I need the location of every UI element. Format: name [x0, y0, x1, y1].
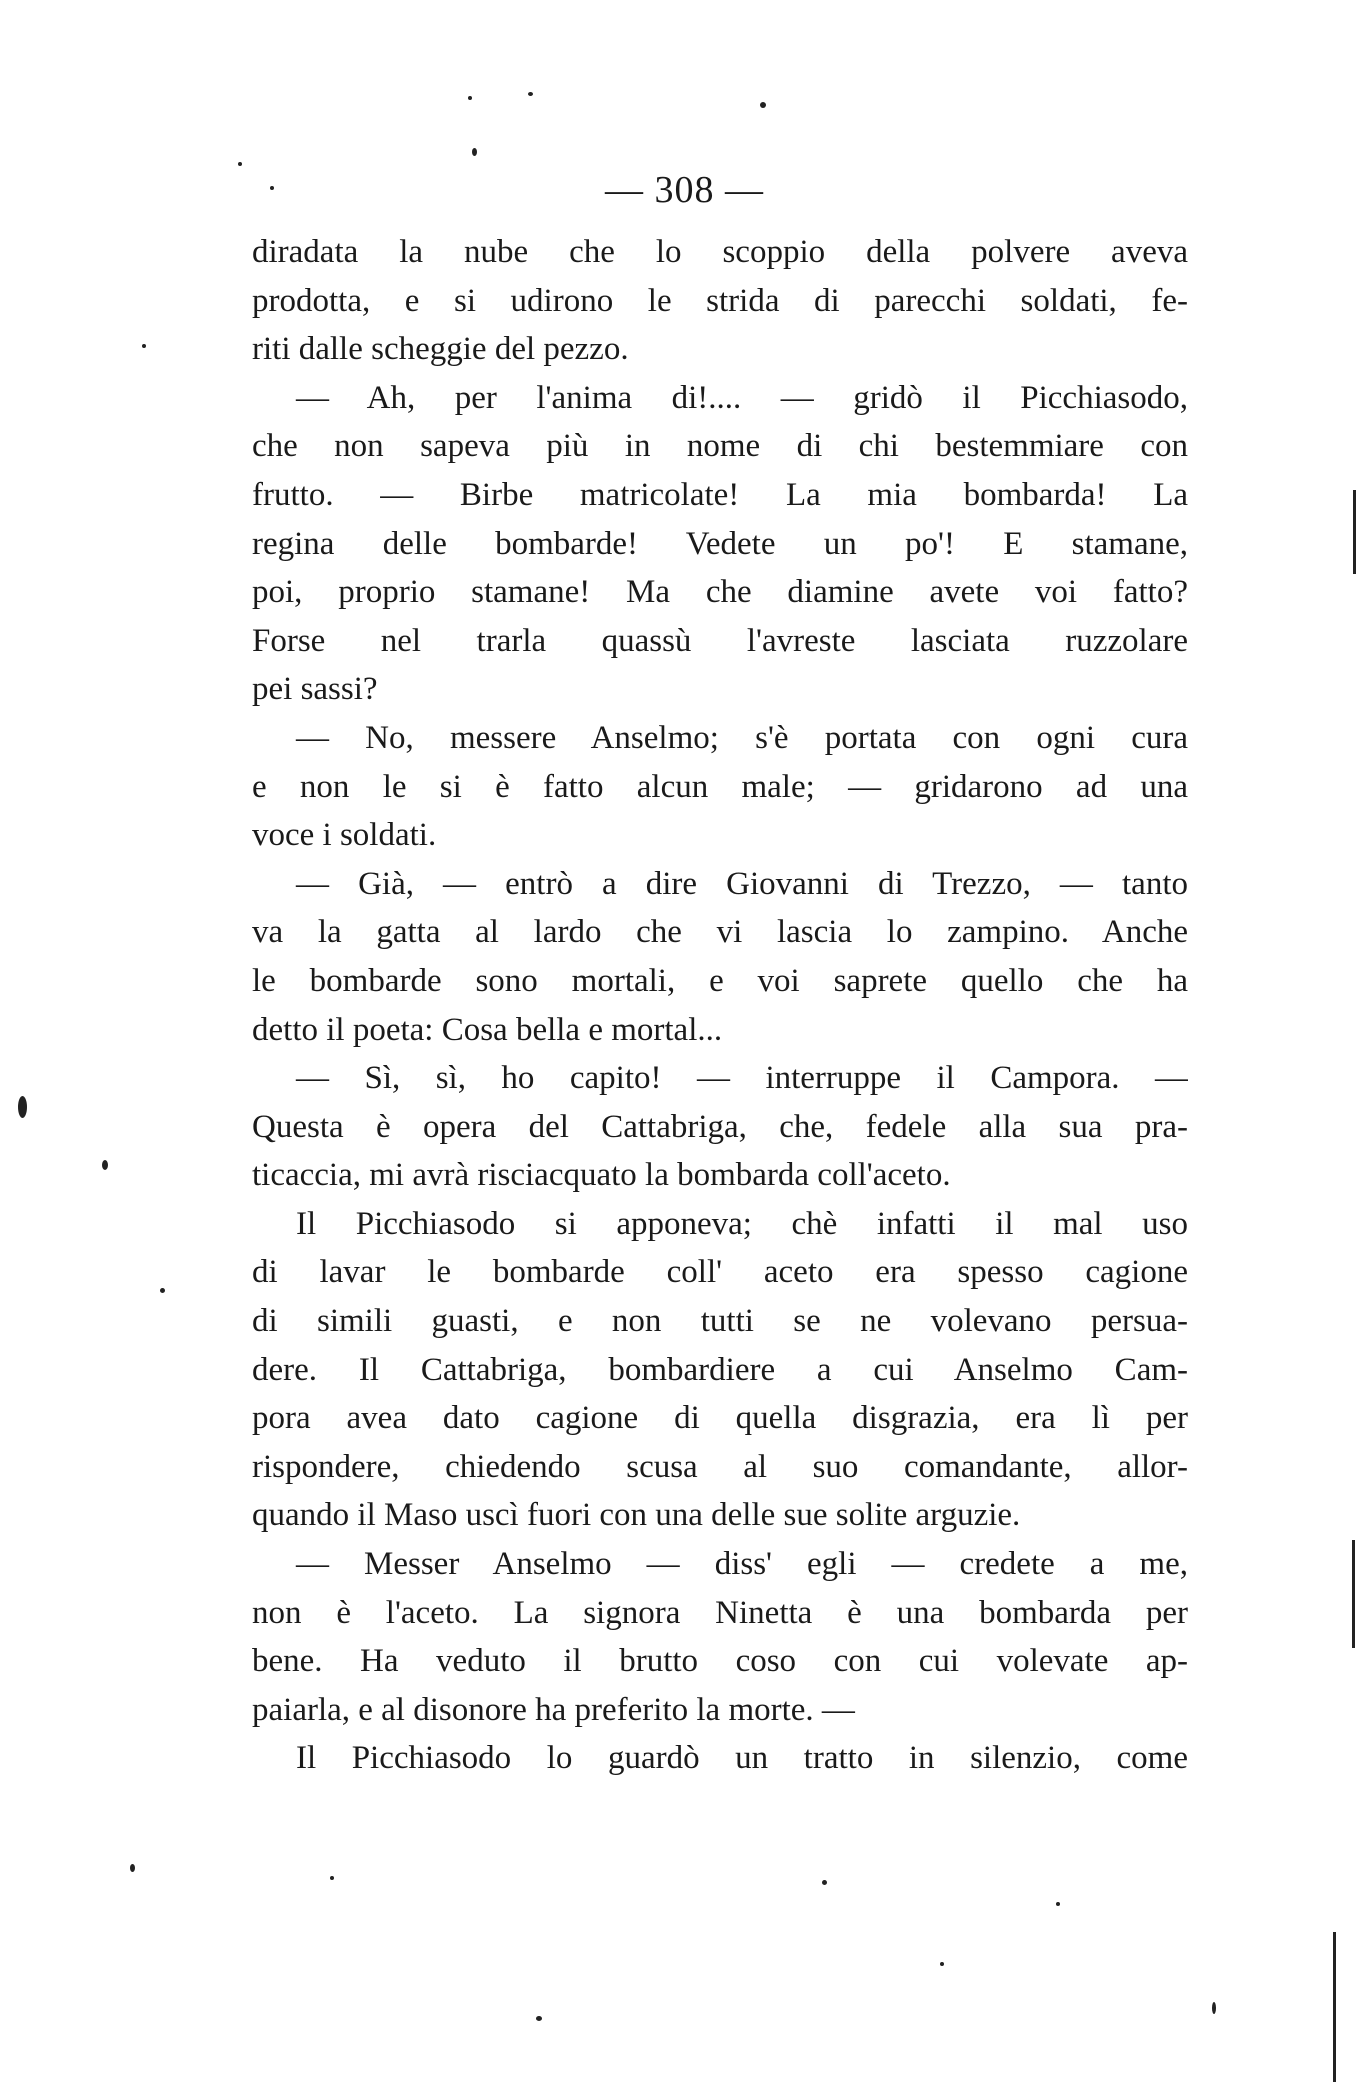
scan-speck: [18, 1096, 27, 1118]
text-line: Forse nel trarla quassù l'avreste lasciata ruzzolare: [252, 622, 1188, 659]
text-line: diradata la nube che lo scoppio della polvere aveva: [252, 234, 1188, 270]
text-line: prodotta, e si udirono le strida di parecchi soldati, fe-: [252, 282, 1188, 319]
text-line: le bombarde sono mortali, e voi saprete quello che ha: [252, 962, 1188, 999]
scan-speck: [940, 1962, 944, 1966]
scan-speck: [142, 344, 146, 348]
text-line: Questa è opera del Cattabriga, che, fedele alla sua pra-: [252, 1108, 1188, 1145]
text-line: di simili guasti, e non tutti se ne volevano persua-: [252, 1303, 1188, 1340]
text-line: — No, messere Anselmo; s'è portata con ogni cura: [296, 719, 1188, 756]
text-line: voce i soldati.: [252, 817, 437, 854]
body-text: [252, 228, 1188, 1783]
margin-mark: [1352, 1540, 1355, 1648]
text-line: non è l'aceto. La signora Ninetta è una bombarda per: [252, 1594, 1188, 1631]
text-line: che non sapeva più in nome di chi bestemmiare con: [252, 428, 1188, 465]
scan-speck: [468, 96, 472, 100]
text-line: bene. Ha veduto il brutto coso con cui volevate ap-: [252, 1643, 1188, 1680]
scan-speck: [472, 148, 477, 156]
margin-mark: [1333, 1932, 1336, 2082]
scan-speck: [330, 1876, 334, 1880]
text-line: rispondere, chiedendo scusa al suo comandante, allor-: [252, 1448, 1188, 1485]
page-number: — 308 —: [605, 169, 764, 211]
scan-speck: [1212, 2002, 1216, 2014]
scan-speck: [102, 1160, 108, 1170]
text-line: pei sassi?: [252, 671, 378, 708]
text-line: — Già, — entrò a dire Giovanni di Trezzo, — tanto: [296, 865, 1188, 902]
scan-speck: [536, 2016, 542, 2021]
text-line: poi, proprio stamane! Ma che diamine avete voi fatto?: [252, 574, 1188, 611]
text-line: ticaccia, mi avrà risciacquato la bombarda coll'aceto.: [252, 1157, 951, 1194]
text-line: pora avea dato cagione di quella disgrazia, era lì per: [252, 1400, 1188, 1437]
text-line: di lavar le bombarde coll' aceto era spesso cagione: [252, 1254, 1188, 1291]
text-line: — Sì, sì, ho capito! — interruppe il Campora. —: [296, 1060, 1188, 1097]
scan-speck: [760, 102, 766, 108]
text-line: Il Picchiasodo lo guardò un tratto in silenzio, come: [296, 1740, 1188, 1777]
text-line: dere. Il Cattabriga, bombardiere a cui Anselmo Cam-: [252, 1351, 1188, 1388]
text-line: detto il poeta: Cosa bella e mortal...: [252, 1011, 723, 1048]
margin-mark: [1353, 490, 1356, 574]
text-line: — Messer Anselmo — diss' egli — credete a me,: [296, 1546, 1188, 1583]
scan-speck: [130, 1864, 135, 1872]
text-line: riti dalle scheggie del pezzo.: [252, 331, 629, 368]
text-line: frutto. — Birbe matricolate! La mia bombarda! La: [252, 476, 1188, 513]
text-line: va la gatta al lardo che vi lascia lo zampino. Anche: [252, 914, 1188, 951]
text-line: paiarla, e al disonore ha preferito la morte. —: [252, 1691, 855, 1728]
text-line: quando il Maso uscì fuori con una delle sue solite arguzie.: [252, 1497, 1021, 1534]
text-line: regina delle bombarde! Vedete un po'! E stamane,: [252, 525, 1188, 562]
scan-speck: [270, 186, 274, 190]
scan-speck: [822, 1880, 827, 1885]
scan-speck: [528, 92, 533, 96]
text-line: e non le si è fatto alcun male; — gridarono ad una: [252, 768, 1188, 805]
scan-speck: [1056, 1902, 1060, 1906]
text-line: Il Picchiasodo si apponeva; chè infatti il mal uso: [296, 1205, 1188, 1242]
text-line: — Ah, per l'anima di!.... — gridò il Picchiasodo,: [296, 379, 1188, 416]
scan-speck: [238, 162, 242, 166]
scan-speck: [160, 1288, 165, 1293]
